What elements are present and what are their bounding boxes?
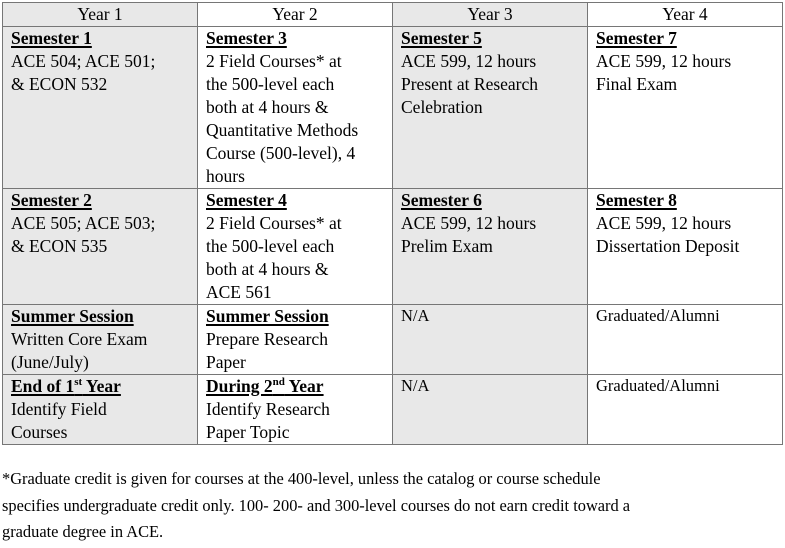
footnote	[2, 466, 782, 546]
cell-line: & ECON 535	[11, 236, 108, 256]
cell-line: hours	[206, 166, 245, 186]
footnote-line: graduate degree in ACE.	[2, 522, 164, 541]
table-row	[3, 305, 783, 375]
cell-line: the 500-level each	[206, 74, 335, 94]
cell-semester-6	[393, 189, 588, 305]
cell-line: the 500-level each	[206, 236, 335, 256]
cell-line: Course (500-level), 4	[206, 143, 356, 163]
cell-text: N/A	[401, 306, 430, 325]
table-row	[3, 27, 783, 189]
cell-line: Identify Research	[206, 399, 330, 419]
cell-line: Paper	[206, 352, 246, 372]
cell-text: Graduated/Alumni	[596, 306, 720, 325]
cell-text: Graduated/Alumni	[596, 376, 720, 395]
cell-semester-4	[198, 189, 393, 305]
cell-line: ACE 599, 12 hours	[401, 213, 537, 233]
cell-line: Prepare Research	[206, 329, 328, 349]
cell-title: Semester 4	[206, 190, 287, 210]
header-year-2: Year 2	[198, 3, 393, 27]
cell-line: Paper Topic	[206, 422, 290, 442]
cell-text: N/A	[401, 376, 430, 395]
header-year-1: Year 1	[3, 3, 198, 27]
cell-title: Semester 8	[596, 190, 677, 210]
cell-during-year-2	[198, 375, 393, 445]
table-row	[3, 189, 783, 305]
header-year-3: Year 3	[393, 3, 588, 27]
cell-semester-8	[588, 189, 783, 305]
cell-line: Final Exam	[596, 74, 678, 94]
cell-line: Written Core Exam	[11, 329, 148, 349]
cell-title: Summer Session	[11, 306, 134, 326]
cell-title: Semester 7	[596, 28, 677, 48]
footnote-line: specifies undergraduate credit only. 100- 200- and 300-level courses do not earn credit toward a	[2, 495, 631, 515]
footnote-line: *Graduate credit is given for courses at the 400-level, unless the catalog or course schedule	[2, 469, 601, 488]
cell-line: (June/July)	[11, 352, 89, 372]
cell-line: ACE 504; ACE 501;	[11, 51, 156, 71]
cell-line: 2 Field Courses* at	[206, 213, 342, 233]
cell-summer-year-3	[393, 305, 588, 375]
cell-title: Semester 3	[206, 28, 287, 48]
cell-line: both at 4 hours &	[206, 97, 329, 117]
cell-title: During 2nd Year	[206, 376, 324, 396]
cell-summer-year-4	[588, 305, 783, 375]
cell-milestone-year-4	[588, 375, 783, 445]
cell-line: Quantitative Methods	[206, 120, 359, 140]
cell-line: & ECON 532	[11, 74, 108, 94]
cell-line: Courses	[11, 422, 68, 442]
cell-line: ACE 599, 12 hours	[596, 213, 732, 233]
cell-title: Semester 1	[11, 28, 92, 48]
cell-line: Prelim Exam	[401, 236, 493, 256]
cell-line: 2 Field Courses* at	[206, 51, 342, 71]
cell-line: Present at Research	[401, 74, 539, 94]
cell-summer-year-1	[3, 305, 198, 375]
cell-semester-7	[588, 27, 783, 189]
header-row	[3, 3, 783, 27]
cell-summer-year-2	[198, 305, 393, 375]
cell-title: End of 1st Year	[11, 376, 121, 396]
cell-title: Semester 2	[11, 190, 92, 210]
cell-line: Celebration	[401, 97, 483, 117]
cell-title: Semester 5	[401, 28, 482, 48]
cell-milestone-year-3	[393, 375, 588, 445]
cell-line: ACE 599, 12 hours	[596, 51, 732, 71]
cell-end-of-year-1	[3, 375, 198, 445]
cell-line: Dissertation Deposit	[596, 236, 740, 256]
cell-line: ACE 599, 12 hours	[401, 51, 537, 71]
cell-semester-3	[198, 27, 393, 189]
cell-title: Semester 6	[401, 190, 482, 210]
cell-line: ACE 505; ACE 503;	[11, 213, 156, 233]
cell-semester-5	[393, 27, 588, 189]
cell-line: both at 4 hours &	[206, 259, 329, 279]
cell-semester-2	[3, 189, 198, 305]
program-timeline-table	[2, 2, 783, 445]
cell-line: Identify Field	[11, 399, 107, 419]
header-year-4: Year 4	[588, 3, 783, 27]
cell-semester-1	[3, 27, 198, 189]
cell-title: Summer Session	[206, 306, 329, 326]
table-row	[3, 375, 783, 445]
cell-line: ACE 561	[206, 282, 272, 302]
